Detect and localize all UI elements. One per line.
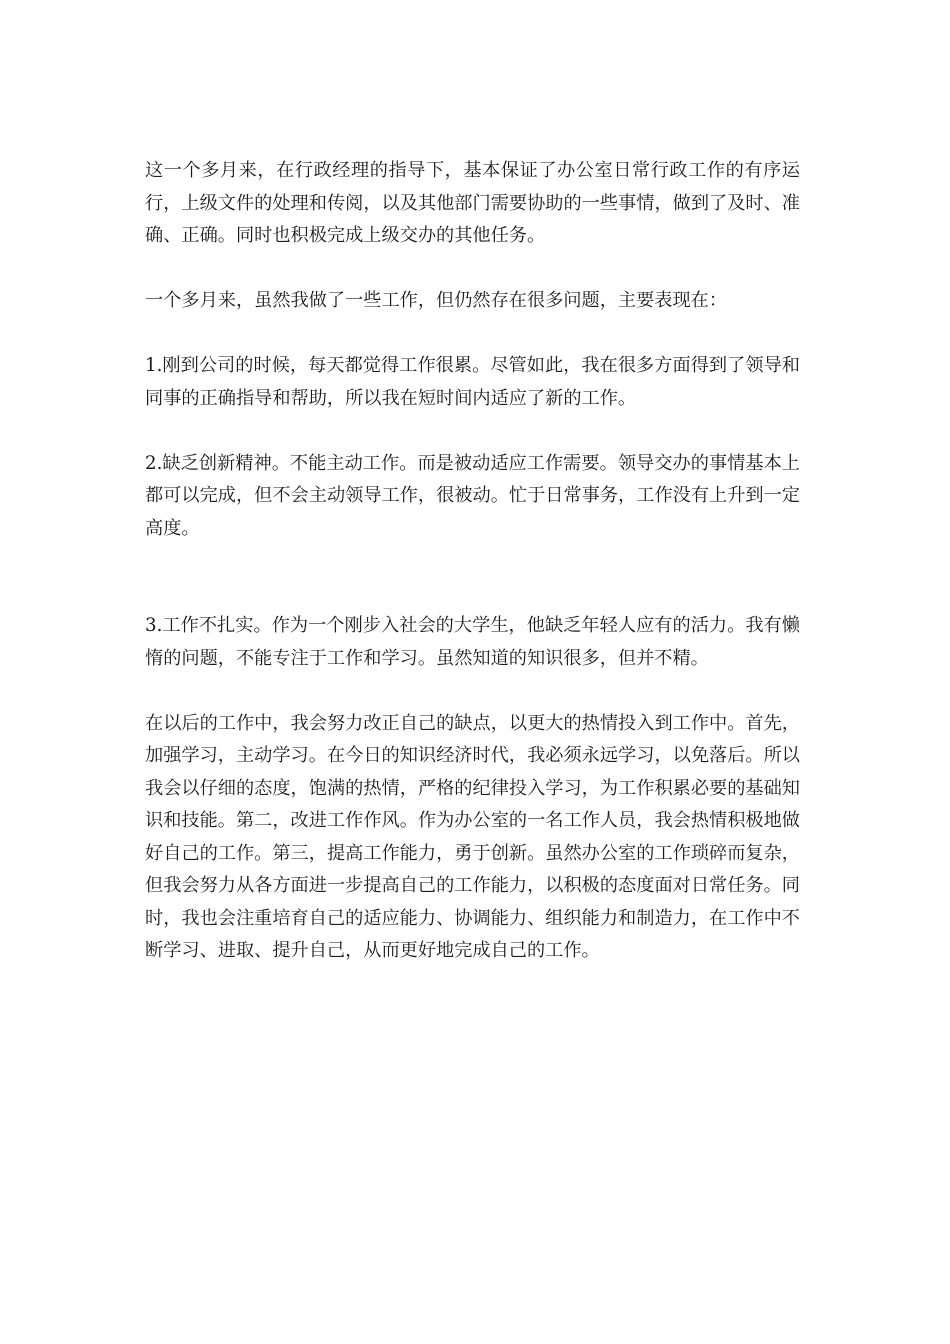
paragraph-problems-intro: 一个多月来，虽然我做了一些工作，但仍然存在很多问题，主要表现在：	[145, 290, 728, 311]
paragraph-point-1: 1.刚到公司的时候，每天都觉得工作很累。尽管如此，我在很多方面得到了领导和同事的正确指导和帮助，所以我在短时间内适应了新的工作。	[145, 355, 800, 409]
paragraph-intro: 这一个多月来，在行政经理的指导下，基本保证了办公室日常行政工作的有序运行，上级文件的处理和传阅，以及其他部门需要协助的一些事情，做到了及时、准确、正确。同时也积极完成上级交办的其他任务。	[145, 160, 800, 246]
paragraph-plan: 在以后的工作中，我会努力改正自己的缺点，以更大的热情投入到工作中。首先，加强学习，主动学习。在今日的知识经济时代，我必须永远学习，以免落后。所以我会以仔细的态度，饱满的热情，严格的纪律投入学习，为工作积累必要的基础知识和技能。第二，改进工作作风。作为办公室的一名工作人员，我会热情积极地做好自己的工作。第三，提高工作能力，勇于创新。虽然办公室的工作琐碎而复杂，但我会努力从各方面进一步提高自己的工作能力，以积极的态度面对日常任务。同时，我也会注重培育自己的适应能力、协调能力、组织能力和制造力，在工作中不断学习、进取、提升自己，从而更好地完成自己的工作。	[145, 712, 800, 961]
paragraph-point-2: 2.缺乏创新精神。不能主动工作。而是被动适应工作需要。领导交办的事情基本上都可以完成，但不会主动领导工作，很被动。忙于日常事务，工作没有上升到一定高度。	[145, 452, 800, 539]
document-body	[145, 155, 800, 1000]
paragraph-point-3: 3.工作不扎实。作为一个刚步入社会的大学生，他缺乏年轻人应有的活力。我有懒惰的问题，不能专注于工作和学习。虽然知道的知识很多，但并不精。	[145, 615, 800, 669]
